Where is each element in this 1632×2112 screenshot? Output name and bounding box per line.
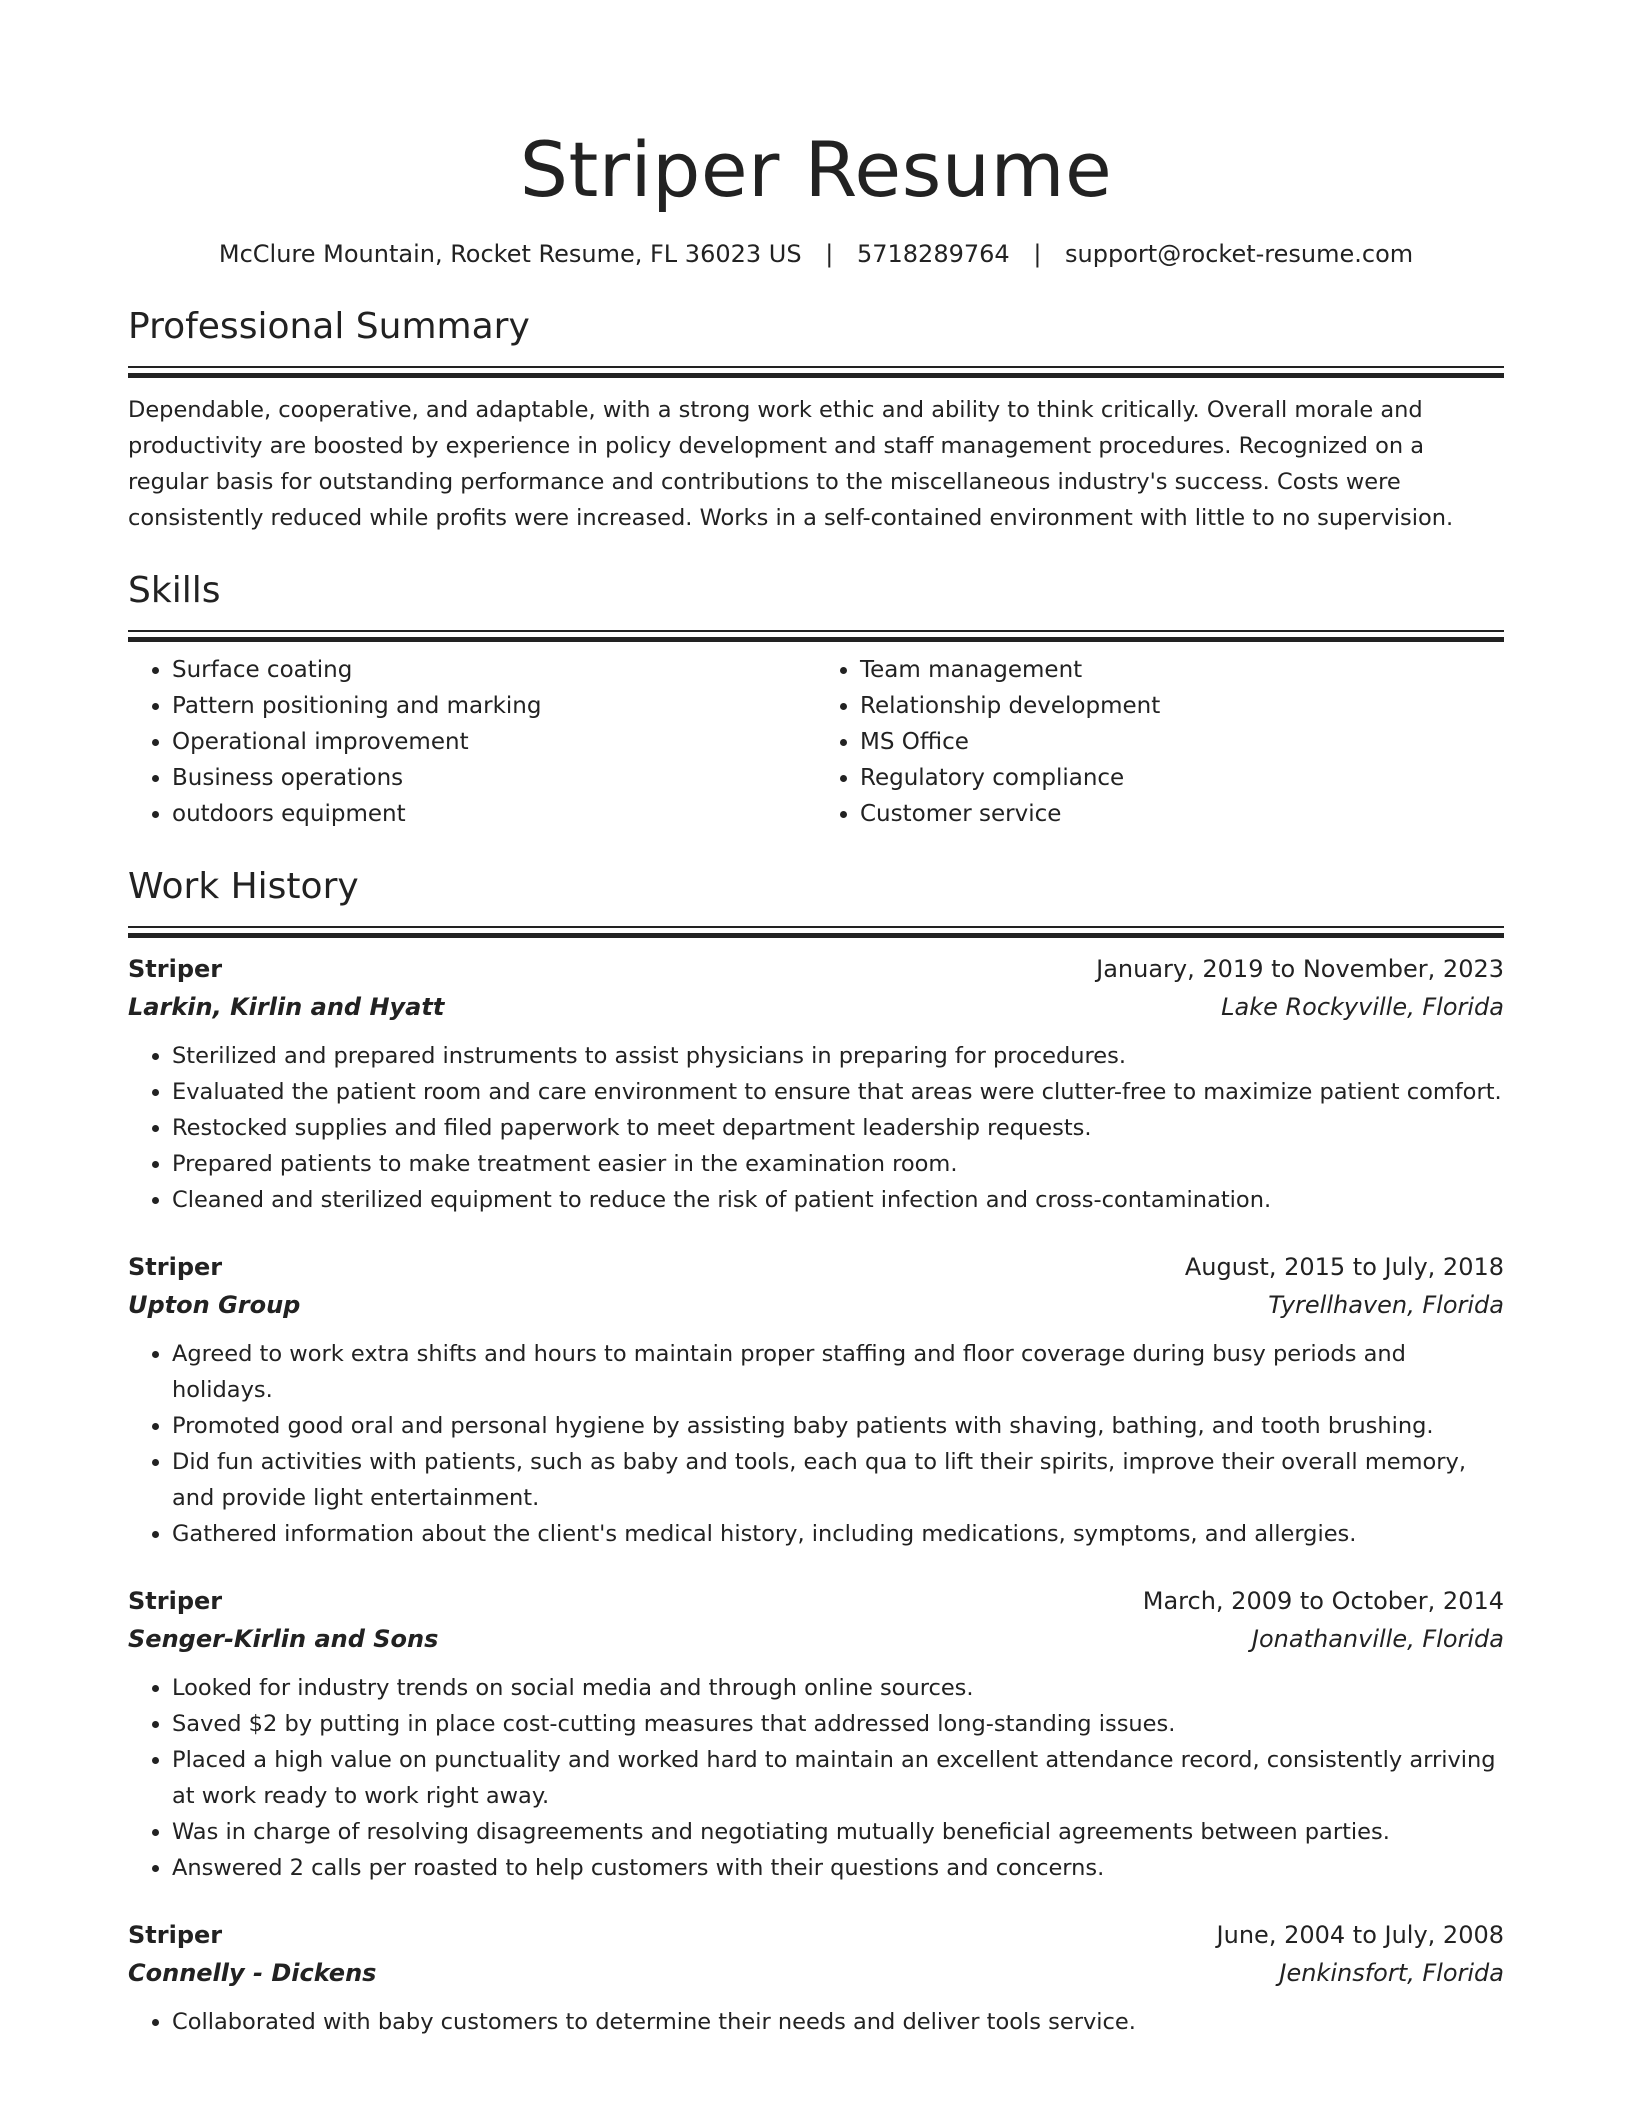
job-header-row <box>128 950 1504 988</box>
job-bullet: • Was in charge of resolving disagreements and negotiating mutually beneficial agreements between parties. <box>172 1814 1504 1850</box>
job-bullets <box>128 1336 1504 1552</box>
job-dates: January, 2019 to November, 2023 <box>1096 955 1504 983</box>
skill-item: • Surface coating <box>172 652 816 688</box>
summary-text: Dependable, cooperative, and adaptable, with a strong work ethic and ability to think critically. Overall morale and productivity are boosted by experience in policy development and staff management procedures. Recognized on a regular basis for outstanding performance and contributions to the miscellaneous industry's success. Costs were consistently reduced while profits were increased. Works in a self-contained environment with little to no supervision. <box>128 397 1454 531</box>
job-bullet: • Gathered information about the client's medical history, including medications, symptoms, and allergies. <box>172 1516 1504 1552</box>
job-company-row <box>128 1620 1504 1658</box>
skill-item: • Customer service <box>860 796 1504 832</box>
job-bullet: • Promoted good oral and personal hygiene by assisting baby patients with shaving, bathing, and tooth brushing. <box>172 1408 1504 1444</box>
skill-item: • Regulatory compliance <box>860 760 1504 796</box>
resume-title: Striper Resume <box>519 125 1113 214</box>
skills-columns <box>128 652 1504 832</box>
job-header-row <box>128 1248 1504 1286</box>
job-bullet: • Did fun activities with patients, such as baby and tools, each qua to lift their spirits, improve their overall memory, and provide light entertainment. <box>172 1444 1504 1516</box>
job-bullet: • Placed a high value on punctuality and worked hard to maintain an excellent attendance record, consistently arriving at work ready to work right away. <box>172 1742 1504 1814</box>
job-title: Striper <box>128 1253 223 1281</box>
skill-item: • outdoors equipment <box>172 796 816 832</box>
job-bullet: • Collaborated with baby customers to determine their needs and deliver tools service. <box>172 2004 1504 2040</box>
job-company-row <box>128 1954 1504 1992</box>
job-company-row <box>128 1286 1504 1324</box>
job-entry <box>128 950 1504 1218</box>
job-title: Striper <box>128 1587 223 1615</box>
skills-section <box>128 568 1504 832</box>
contact-phone: 5718289764 <box>856 240 1010 268</box>
job-location: Jenkinsfort, Florida <box>1279 1959 1504 1987</box>
skill-item: • Pattern positioning and marking <box>172 688 816 724</box>
summary-section <box>128 304 1504 536</box>
job-location: Jonathanville, Florida <box>1251 1625 1504 1653</box>
section-divider <box>128 366 1504 376</box>
job-bullet: • Answered 2 calls per roasted to help customers with their questions and concerns. <box>172 1850 1504 1886</box>
section-divider <box>128 630 1504 640</box>
job-company: Connelly - Dickens <box>128 1959 377 1987</box>
job-company: Senger-Kirlin and Sons <box>128 1625 439 1653</box>
skill-item: • Relationship development <box>860 688 1504 724</box>
section-title-summary: Professional Summary <box>128 306 530 347</box>
job-entry <box>128 1916 1504 2040</box>
job-bullets <box>128 2004 1504 2040</box>
job-bullet: • Evaluated the patient room and care environment to ensure that areas were clutter-free to maximize patient comfort. <box>172 1074 1504 1110</box>
job-title: Striper <box>128 1921 223 1949</box>
job-bullet: • Saved $2 by putting in place cost-cutting measures that addressed long-standing issues. <box>172 1706 1504 1742</box>
job-bullets <box>128 1670 1504 1886</box>
job-header-row <box>128 1582 1504 1620</box>
work-history-section <box>128 864 1504 2040</box>
contact-email: support@rocket-resume.com <box>1065 240 1414 268</box>
section-title-skills: Skills <box>128 570 221 611</box>
job-header-row <box>128 1916 1504 1954</box>
job-dates: June, 2004 to July, 2008 <box>1216 1921 1504 1949</box>
job-bullets <box>128 1038 1504 1218</box>
skills-list-left <box>128 652 816 832</box>
section-divider <box>128 926 1504 936</box>
job-bullet: • Agreed to work extra shifts and hours to maintain proper staffing and floor coverage during busy periods and holidays. <box>172 1336 1504 1408</box>
job-entry <box>128 1582 1504 1886</box>
job-location: Tyrellhaven, Florida <box>1268 1291 1504 1319</box>
job-bullet: • Prepared patients to make treatment easier in the examination room. <box>172 1146 1504 1182</box>
contact-address: McClure Mountain, Rocket Resume, FL 36023 US <box>218 240 802 268</box>
skill-item: • Operational improvement <box>172 724 816 760</box>
job-entry <box>128 1248 1504 1552</box>
section-title-work-history: Work History <box>128 866 359 907</box>
job-bullet: • Restocked supplies and filed paperwork to meet department leadership requests. <box>172 1110 1504 1146</box>
skill-item: • MS Office <box>860 724 1504 760</box>
job-company-row <box>128 988 1504 1026</box>
contact-separator: | <box>1033 240 1042 268</box>
job-company: Upton Group <box>128 1291 301 1319</box>
job-bullet: • Sterilized and prepared instruments to assist physicians in preparing for procedures. <box>172 1038 1504 1074</box>
skill-item: • Business operations <box>172 760 816 796</box>
job-bullet: • Looked for industry trends on social media and through online sources. <box>172 1670 1504 1706</box>
job-dates: March, 2009 to October, 2014 <box>1142 1587 1504 1615</box>
contact-line <box>128 238 1504 270</box>
skill-item: • Team management <box>860 652 1504 688</box>
job-title: Striper <box>128 955 223 983</box>
job-dates: August, 2015 to July, 2018 <box>1184 1253 1504 1281</box>
job-bullet: • Cleaned and sterilized equipment to reduce the risk of patient infection and cross-contamination. <box>172 1182 1504 1218</box>
job-location: Lake Rockyville, Florida <box>1221 993 1504 1021</box>
contact-separator: | <box>825 240 834 268</box>
skills-list-right <box>816 652 1504 832</box>
job-company: Larkin, Kirlin and Hyatt <box>128 993 445 1021</box>
